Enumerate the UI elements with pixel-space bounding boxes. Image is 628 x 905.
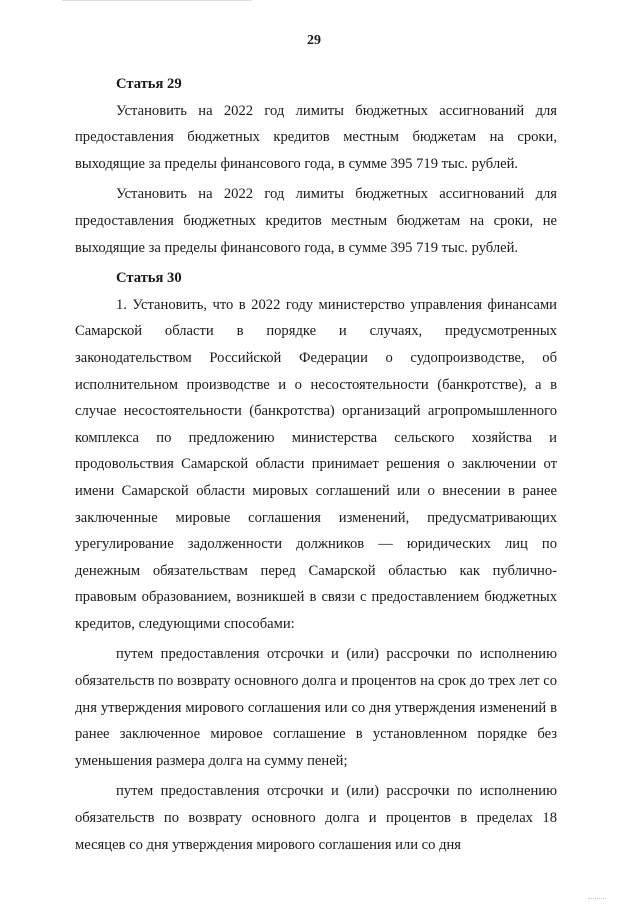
scan-edge-mark [62,0,252,4]
document-body [75,71,557,858]
article-30-paragraph-2: путем предоставления отсрочки и (или) рассрочки по исполнению обязательств по возврату основного долга и процентов на срок до трех лет со дня утверждения мирового соглашения или со дня утверждения изменений в ранее заключенное мировое соглашение в установленном порядке без уменьшения размера долга на сумму пеней; [75,646,557,769]
article-30-paragraph-3: путем предоставления отсрочки и (или) рассрочки по исполнению обязательств по возврату основного долга и процентов в пределах 18 месяцев со дня утверждения мирового соглашения или со дня [75,783,557,853]
article-29-paragraph-2: Установить на 2022 год лимиты бюджетных ассигнований для предоставления бюджетных кредитов местным бюджетам на сроки, не выходящие за пределы финансового года, в сумме 395 719 тыс. рублей. [75,186,557,256]
article-30-paragraph-1: 1. Установить, что в 2022 году министерство управления финансами Самарской области в порядке и случаях, предусмотренных законодательством Российской Федерации о судопроизводстве, об исполнительном производстве и о несостоятельности (банкротстве), а в случае несостоятельности (банкротства) организаций агропромышленного комплекса по предложению министерства сельского хозяйства и продовольствия Самарской области принимает решения о заключении от имени Самарской области мировых соглашений или о внесении в ранее заключенные мировые соглашения изменений, предусматривающих урегулирование задолженности должников — юридических лиц по денежным обязательствам перед Самарской областью как публично-правовым образованием, возникшей в связи с предоставлением бюджетных кредитов, следующими способами: [75,296,557,632]
article-29-heading: Статья 29 [116,76,182,92]
page-number: 29 [307,33,321,48]
article-30-heading: Статья 30 [116,270,182,287]
scan-corner-mark [588,892,606,899]
article-29-paragraph-1: Установить на 2022 год лимиты бюджетных ассигнований для предоставления бюджетных кредитов местным бюджетам на сроки, выходящие за пределы финансового года, в сумме 395 719 тыс. рублей. [75,102,557,172]
